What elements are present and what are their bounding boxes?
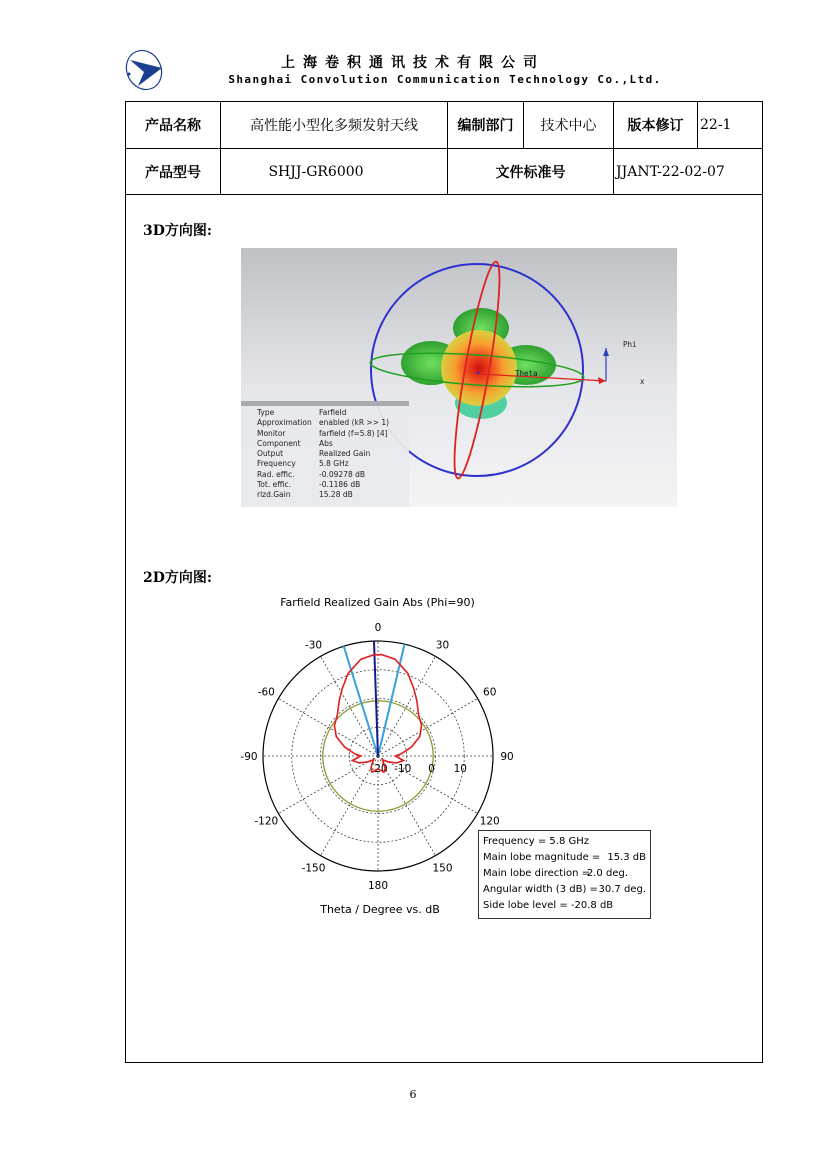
radial-tick-label: 10 (453, 763, 467, 775)
revision-value: 22-1 (700, 116, 732, 133)
farfield-info-key: Frequency (257, 459, 296, 469)
farfield-info-row (257, 480, 393, 490)
farfield-info-value: -0.09278 dB (319, 469, 366, 479)
angle-tick-label: 180 (367, 880, 389, 890)
std-label: 文件标准号 (495, 164, 566, 181)
info-main-lobe-magnitude: Main lobe magnitude = 15.3 dB (483, 852, 646, 863)
angle-tick-label: 120 (479, 815, 500, 828)
radial-tick-label: -10 (394, 763, 412, 775)
angle-tick-label: 60 (483, 686, 497, 699)
polar-xlabel: Theta / Degree vs. dB (320, 903, 440, 916)
angle-tick-label: 30 (435, 639, 450, 652)
farfield-info-row (257, 490, 393, 500)
angle-tick-label: -90 (240, 751, 258, 763)
std-value: JJANT-22-02-07 (616, 163, 725, 180)
document-frame (125, 101, 763, 1063)
dept-value: 技术中心 (540, 117, 597, 134)
farfield-info-value: -0.1186 dB (319, 480, 361, 490)
axis-label-theta: Theta (515, 369, 538, 378)
section-3d-title: 3D方向图: (143, 223, 213, 239)
info-frequency: Frequency = 5.8 GHz (483, 836, 590, 847)
angle-tick-label: 150 (432, 862, 453, 875)
product-name-label: 产品名称 (145, 117, 201, 134)
farfield-info-key: rlzd.Gain (257, 490, 291, 500)
model-label: 产品型号 (145, 164, 201, 181)
farfield-info-row (257, 439, 393, 449)
farfield-info-row (257, 459, 393, 469)
angle-tick-label: 90 (500, 751, 514, 763)
farfield-info-key: Rad. effic. (257, 469, 295, 479)
model-value: SHJJ-GR6000 (268, 163, 364, 180)
main-lobe-info-box (478, 830, 651, 919)
farfield-info-key: Component (257, 438, 301, 448)
section-2d-title: 2D方向图: (143, 570, 213, 586)
farfield-info-value: 15.28 dB (319, 490, 353, 500)
farfield-info-row (257, 449, 393, 459)
farfield-info-value: Farfield (319, 408, 347, 417)
info-main-lobe-direction: Main lobe direction = 2.0 deg. (483, 868, 628, 879)
pattern-3d-image (241, 248, 677, 507)
angle-tick-label: -30 (304, 639, 323, 652)
angle-tick-label: -60 (257, 686, 275, 699)
farfield-info-key: Type (257, 408, 275, 417)
farfield-info-row (257, 408, 393, 418)
farfield-info-value: enabled (kR >> 1) (319, 418, 390, 428)
farfield-info-row (257, 429, 393, 439)
product-name-value: 高性能小型化多频发射天线 (250, 117, 418, 134)
farfield-info-table (257, 408, 393, 501)
info-side-lobe-level: Side lobe level = -20.8 dB (483, 900, 614, 911)
page-number: 6 (409, 1088, 417, 1101)
axis-label-x: x (640, 377, 645, 386)
company-name-en: Shanghai Convolution Communication Technology Co.,Ltd. (228, 73, 662, 86)
polar-grid-spoke (278, 756, 378, 814)
farfield-info-value: Abs (319, 438, 333, 448)
polar-grid-spoke (321, 756, 379, 856)
radial-tick-label: 0 (428, 763, 435, 775)
angle-tick-label: -150 (301, 862, 326, 875)
farfield-info-row (257, 470, 393, 480)
farfield-info-key: Tot. effic. (257, 480, 291, 490)
farfield-info-key: Approximation (257, 418, 312, 428)
farfield-info-panel (241, 401, 409, 507)
radial-tick-label: -20 (370, 763, 388, 775)
farfield-info-row (257, 418, 393, 428)
info-angular-width: Angular width (3 dB) = 30.7 deg. (483, 884, 646, 895)
dept-label: 编制部门 (457, 117, 514, 134)
angle-tick-label: 0 (374, 622, 382, 634)
farfield-info-key: Monitor (257, 428, 286, 438)
farfield-info-key: Output (257, 449, 284, 459)
beam-width-line (378, 644, 405, 756)
axis-label-phi: Phi (623, 340, 637, 349)
farfield-info-value: Realized Gain (319, 449, 371, 459)
company-name-cn: 上海卷积通讯技术有限公司 (281, 55, 545, 71)
polar-chart-title: Farfield Realized Gain Abs (Phi=90) (280, 596, 475, 609)
revision-label: 版本修订 (627, 117, 684, 134)
polar-grid-spoke (378, 699, 478, 757)
table-divider (125, 194, 763, 195)
farfield-info-value: 5.8 GHz (319, 459, 349, 469)
angle-tick-label: -120 (254, 815, 279, 828)
farfield-info-value: farfield (f=5.8) [4] (319, 428, 388, 438)
